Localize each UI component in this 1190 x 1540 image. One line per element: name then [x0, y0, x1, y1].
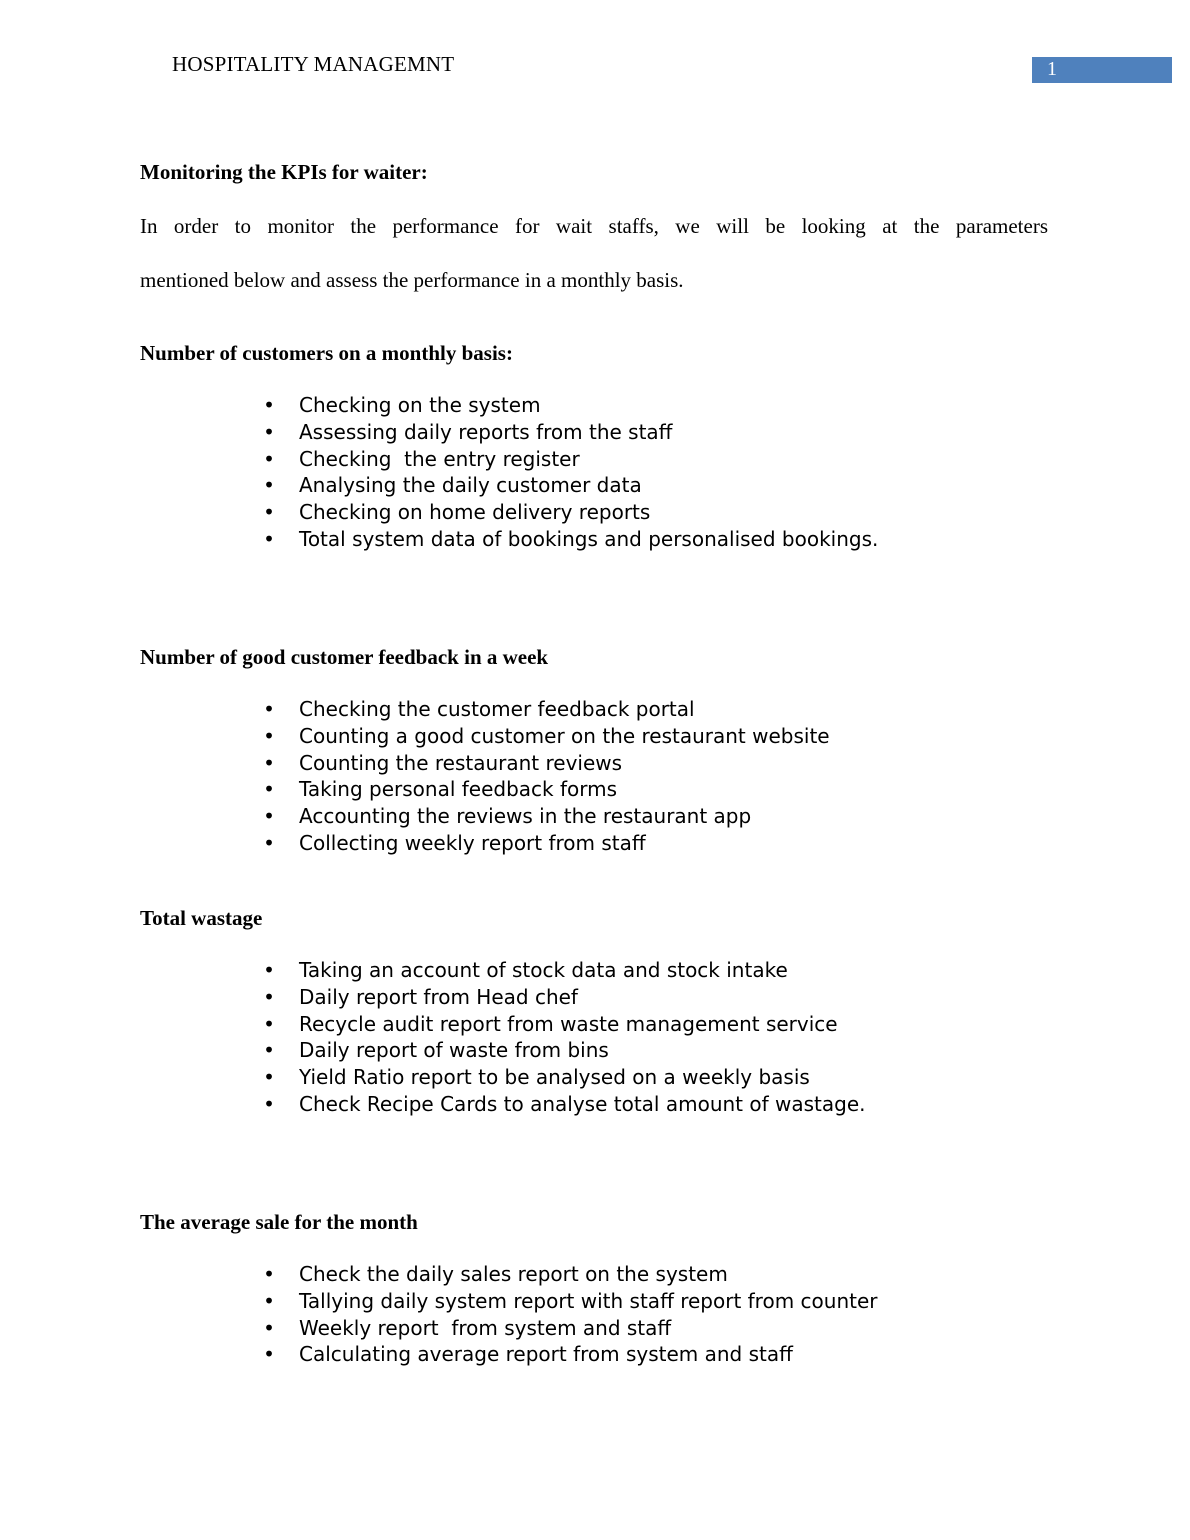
list-item-text: Checking on the system: [299, 393, 541, 417]
bullet-icon: •: [263, 393, 275, 417]
page-heading: Monitoring the KPIs for waiter:: [140, 160, 428, 184]
list-item-text: Checking on home delivery reports: [299, 500, 651, 525]
list-item-text: Checking the entry register: [299, 446, 580, 471]
bullet-icon: •: [263, 1011, 275, 1036]
list-item-text: Calculating average report from system and staff: [299, 1342, 793, 1367]
section-heading-customers: Number of customers on a monthly basis:: [140, 341, 513, 365]
bullet-icon: •: [263, 1091, 275, 1116]
list-item-text: Check the daily sales report on the system: [299, 1262, 728, 1286]
list-item-text: Checking the customer feedback portal: [299, 697, 695, 721]
bullet-icon: •: [263, 1342, 275, 1367]
bullet-icon: •: [263, 697, 275, 721]
list-item-text: Daily report from Head chef: [299, 984, 578, 1009]
list-item-text: Recycle audit report from waste management service: [299, 1011, 838, 1036]
bullet-icon: •: [263, 1288, 275, 1313]
bullet-icon: •: [263, 500, 275, 525]
list-item-text: Assessing daily reports from the staff: [299, 419, 673, 444]
list-item-text: Daily report of waste from bins: [299, 1038, 609, 1063]
bullet-icon: •: [263, 1038, 275, 1063]
bullet-icon: •: [263, 419, 275, 444]
list-item-text: Taking an account of stock data and stock intake: [299, 958, 788, 982]
list-item-text: Accounting the reviews in the restaurant app: [299, 804, 752, 829]
bullet-icon: •: [263, 830, 275, 855]
list-item-text: Counting the restaurant reviews: [299, 750, 623, 775]
section-heading-feedback: Number of good customer feedback in a week: [140, 645, 549, 669]
page-number: 1: [1047, 58, 1057, 80]
list-item-text: Collecting weekly report from staff: [299, 830, 646, 855]
list-item-text: Weekly report from system and staff: [299, 1315, 672, 1340]
bullet-icon: •: [263, 984, 275, 1009]
bullet-icon: •: [263, 777, 275, 802]
list-item-text: Taking personal feedback forms: [299, 777, 618, 802]
section-heading-wastage: Total wastage: [140, 906, 263, 930]
list-item-text: Counting a good customer on the restaurant website: [299, 723, 830, 748]
section-heading-average-sale: The average sale for the month: [140, 1210, 418, 1234]
list-item-text: Tallying daily system report with staff report from counter: [299, 1288, 878, 1313]
bullet-icon: •: [263, 1065, 275, 1090]
bullet-icon: •: [263, 958, 275, 982]
list-item-text: Check Recipe Cards to analyse total amount of wastage.: [299, 1091, 866, 1116]
bullet-icon: •: [263, 750, 275, 775]
intro-paragraph-line-2: mentioned below and assess the performance in a monthly basis.: [140, 268, 684, 292]
intro-paragraph-line-1: In order to monitor the performance for wait staffs, we will be looking at the parameters: [140, 214, 1048, 238]
list-item-text: Analysing the daily customer data: [299, 473, 642, 498]
list-item-text: Total system data of bookings and personalised bookings.: [299, 526, 879, 551]
bullet-icon: •: [263, 446, 275, 471]
bullet-icon: •: [263, 1315, 275, 1340]
bullet-icon: •: [263, 473, 275, 498]
bullet-icon: •: [263, 526, 275, 551]
list-item-text: Yield Ratio report to be analysed on a weekly basis: [299, 1065, 810, 1090]
bullet-icon: •: [263, 723, 275, 748]
page-number-badge: [1032, 57, 1172, 83]
bullet-icon: •: [263, 1262, 275, 1286]
bullet-icon: •: [263, 804, 275, 829]
running-header-title: HOSPITALITY MANAGEMNT: [172, 52, 455, 76]
